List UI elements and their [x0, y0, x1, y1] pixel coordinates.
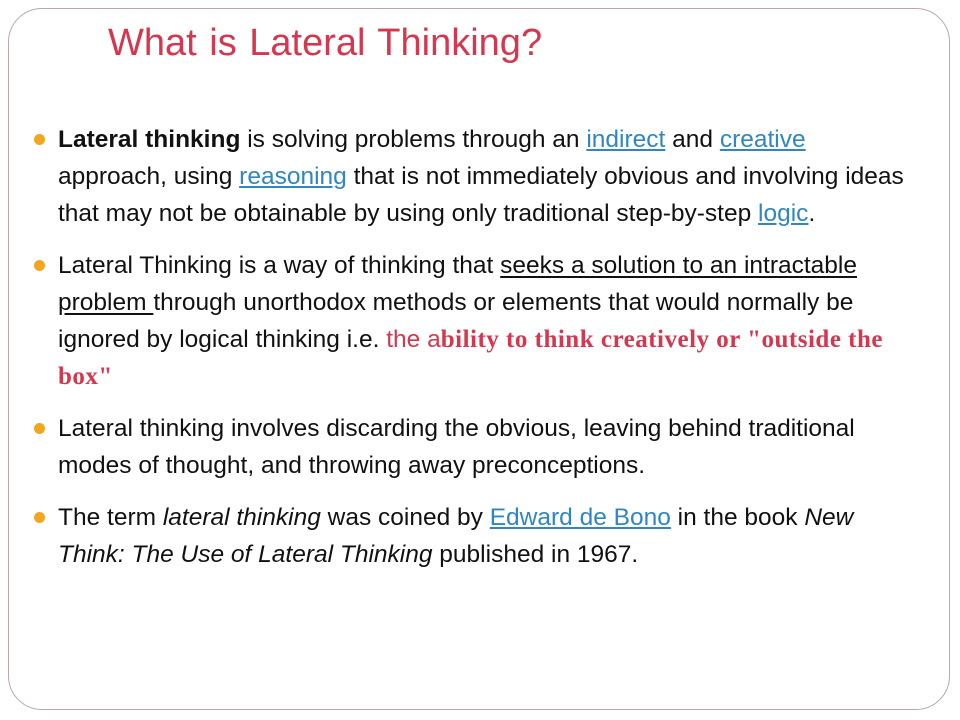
- bullet-text: The term: [58, 504, 163, 531]
- link-creative[interactable]: creative: [719, 126, 806, 153]
- slide-title: What is Lateral Thinking?: [108, 22, 543, 64]
- bullet-text: through unorthodox methods or elements that would normally be ignored by logical thinking i.e.: [58, 289, 854, 353]
- bullet-list: [34, 121, 914, 588]
- highlight-lead: the a: [386, 326, 441, 353]
- bullet-text: Lateral thinking involves discarding the obvious, leaving behind traditional modes of thought, and throwing away preconceptions.: [58, 415, 855, 479]
- bullet-dot-icon: [34, 260, 45, 271]
- book-title: New Think: The Use of Lateral Thinking: [58, 504, 854, 568]
- bullet-discarding: [34, 410, 914, 484]
- bullet-text: was coined by: [320, 504, 490, 531]
- link-logic[interactable]: logic: [758, 200, 809, 227]
- highlight-outside-the-box: bility to think creatively or "outside the box": [58, 326, 884, 390]
- bullet-text: and: [665, 126, 720, 153]
- link-indirect[interactable]: indirect: [586, 126, 666, 153]
- bullet-term-origin: [34, 499, 914, 573]
- bullet-text: that is not immediately obvious and involving ideas that may not be obtainable by using only traditional step-by-step: [58, 163, 904, 227]
- term-italic: lateral thinking: [162, 504, 321, 531]
- underlined-phrase: seeks a solution to an intractable problem: [58, 252, 858, 316]
- bullet-dot-icon: [34, 423, 45, 434]
- bullet-definition: [34, 121, 914, 232]
- bullet-text: approach, using: [58, 163, 240, 190]
- bullet-dot-icon: [34, 134, 45, 145]
- bullet-text: Lateral Thinking is a way of thinking that: [58, 252, 501, 279]
- link-edward-de-bono[interactable]: Edward de Bono: [489, 504, 671, 531]
- bullet-way-of-thinking: [34, 247, 914, 395]
- bullet-text: in the book: [670, 504, 805, 531]
- term-lateral-thinking: Lateral thinking: [58, 126, 241, 153]
- link-reasoning[interactable]: reasoning: [239, 163, 347, 190]
- bullet-dot-icon: [34, 512, 45, 523]
- bullet-text: .: [808, 200, 816, 227]
- bullet-text: published in 1967.: [432, 541, 639, 568]
- bullet-text: is solving problems through an: [240, 126, 587, 153]
